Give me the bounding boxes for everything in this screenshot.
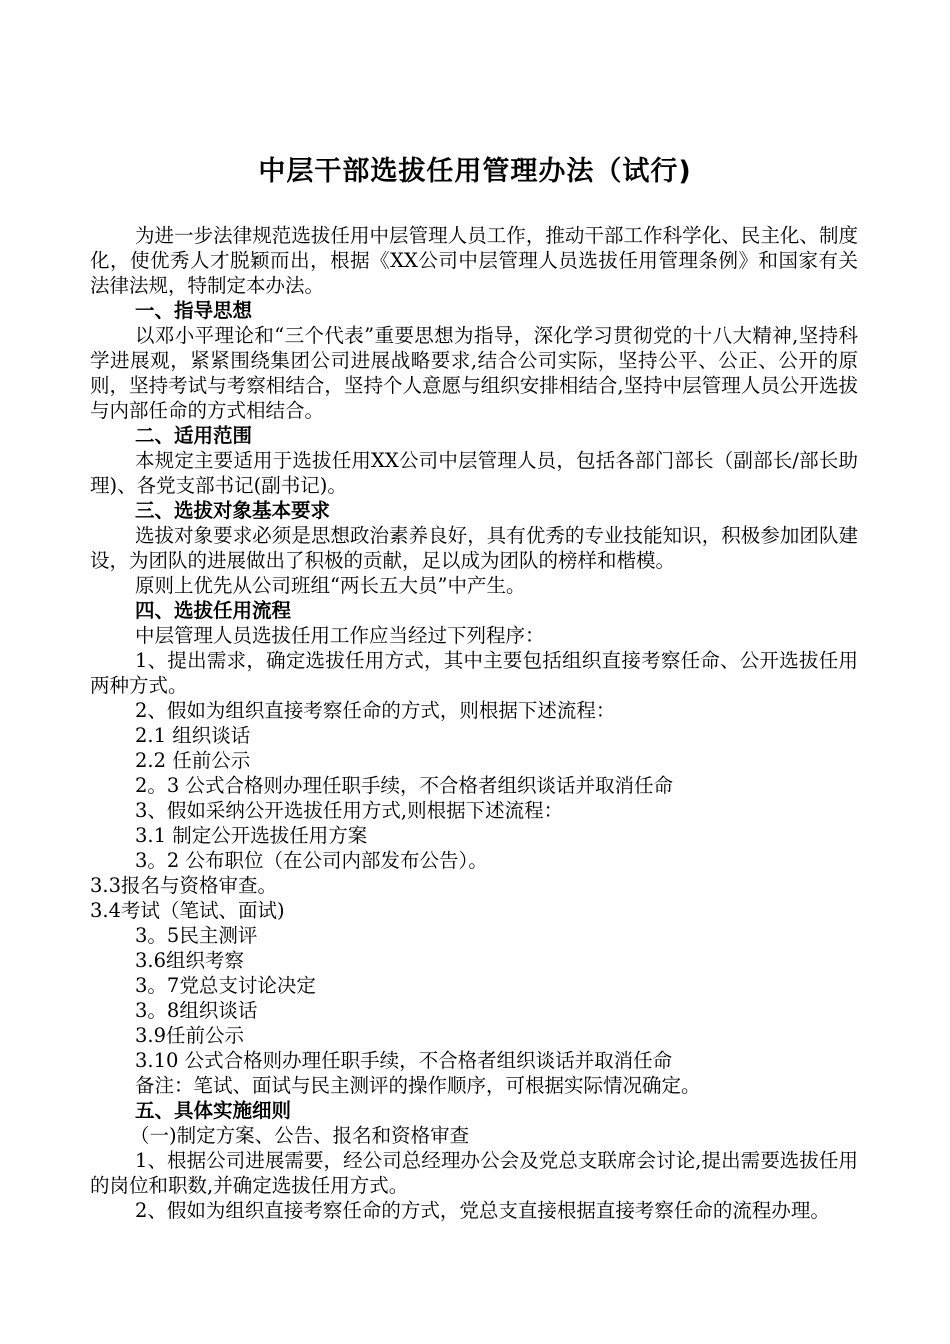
process-step-2-3: 2。3 公式合格则办理任职手续，不合格者组织谈话并取消任命	[135, 774, 674, 797]
process-step-2-2: 2.2 任前公示	[135, 749, 251, 772]
section-heading-scope: 二、适用范围	[135, 424, 253, 447]
process-step-3-4: 3.4考试（笔试、面试)	[90, 899, 285, 922]
process-step-3-3: 3.3报名与资格审查。	[90, 874, 278, 897]
document-body	[90, 223, 858, 1223]
intro-paragraph: 为进一步法律规范选拔任用中层管理人员工作，推动干部工作科学化、民主化、制度化，使优秀人才脱颖而出，根据《XX公司中层管理人员选拔任用管理条例》和国家有关法律法规，特制定本办法。	[90, 224, 858, 297]
process-step-3-8: 3。8组织谈话	[135, 999, 258, 1022]
section-heading-guiding-thought: 一、指导思想	[135, 299, 253, 322]
requirements-paragraph: 选拔对象要求必须是思想政治素养良好，具有优秀的专业技能知识，积极参加团队建设，为团队的进展做出了积极的贡献，足以成为团队的榜样和楷模。	[90, 524, 858, 572]
guiding-thought-paragraph: 以邓小平理论和“三个代表”重要思想为指导，深化学习贯彻党的十八大精神,坚持科学进展观，紧紧围绕集团公司进展战略要求,结合公司实际，坚持公平、公正、公开的原则，坚持考试与考察相结合，坚持个人意愿与组织安排相结合,坚持中层管理人员公开选拔与内部任命的方式相结合。	[90, 324, 858, 422]
process-step-3-7: 3。7党总支讨论决定	[135, 974, 316, 997]
section-heading-implementation: 五、具体实施细则	[135, 1099, 292, 1122]
section-heading-requirements: 三、选拔对象基本要求	[135, 499, 331, 522]
process-note: 备注：笔试、面试与民主测评的操作顺序，可根据实际情况确定。	[135, 1074, 701, 1097]
process-step-3-6: 3.6组织考察	[135, 949, 245, 972]
process-step-1: 1、提出需求，确定选拔任用方式，其中主要包括组织直接考察任命、公开选拔任用两种方式。	[90, 649, 858, 697]
process-step-3-10: 3.10 公式合格则办理任职手续，不合格者组织谈话并取消任命	[135, 1049, 673, 1072]
implementation-item-1: 1、根据公司进展需要，经公司总经理办公会及党总支联席会讨论,提出需要选拔任用的岗位和职数,并确定选拔任用方式。	[90, 1149, 858, 1197]
process-step-3: 3、假如采纳公开选拔任用方式,则根据下述流程：	[135, 799, 564, 822]
requirements-principle: 原则上优先从公司班组“两长五大员”中产生。	[135, 574, 526, 597]
implementation-subheading-1: （一)制定方案、公告、报名和资格审查	[130, 1124, 470, 1147]
process-step-3-9: 3.9任前公示	[135, 1024, 245, 1047]
process-intro: 中层管理人员选拔任用工作应当经过下列程序：	[135, 624, 545, 647]
document-title: 中层干部选拔任用管理办法（试行)	[258, 156, 692, 187]
process-step-2: 2、假如为组织直接考察任命的方式，则根据下述流程：	[135, 699, 616, 722]
scope-paragraph: 本规定主要适用于选拔任用XX公司中层管理人员，包括各部门部长（副部长/部长助理)、各党支部书记(副书记)。	[90, 449, 858, 497]
section-heading-process: 四、选拔任用流程	[135, 599, 292, 622]
implementation-item-2: 2、假如为组织直接考察任命的方式，党总支直接根据直接考察任命的流程办理。	[135, 1199, 830, 1222]
process-step-3-2: 3。2 公布职位（在公司内部发布公告）。	[135, 849, 488, 872]
process-step-2-1: 2.1 组织谈话	[135, 724, 251, 747]
process-step-3-5: 3。5民主测评	[135, 924, 258, 947]
process-step-3-1: 3.1 制定公开选拔任用方案	[135, 824, 368, 847]
